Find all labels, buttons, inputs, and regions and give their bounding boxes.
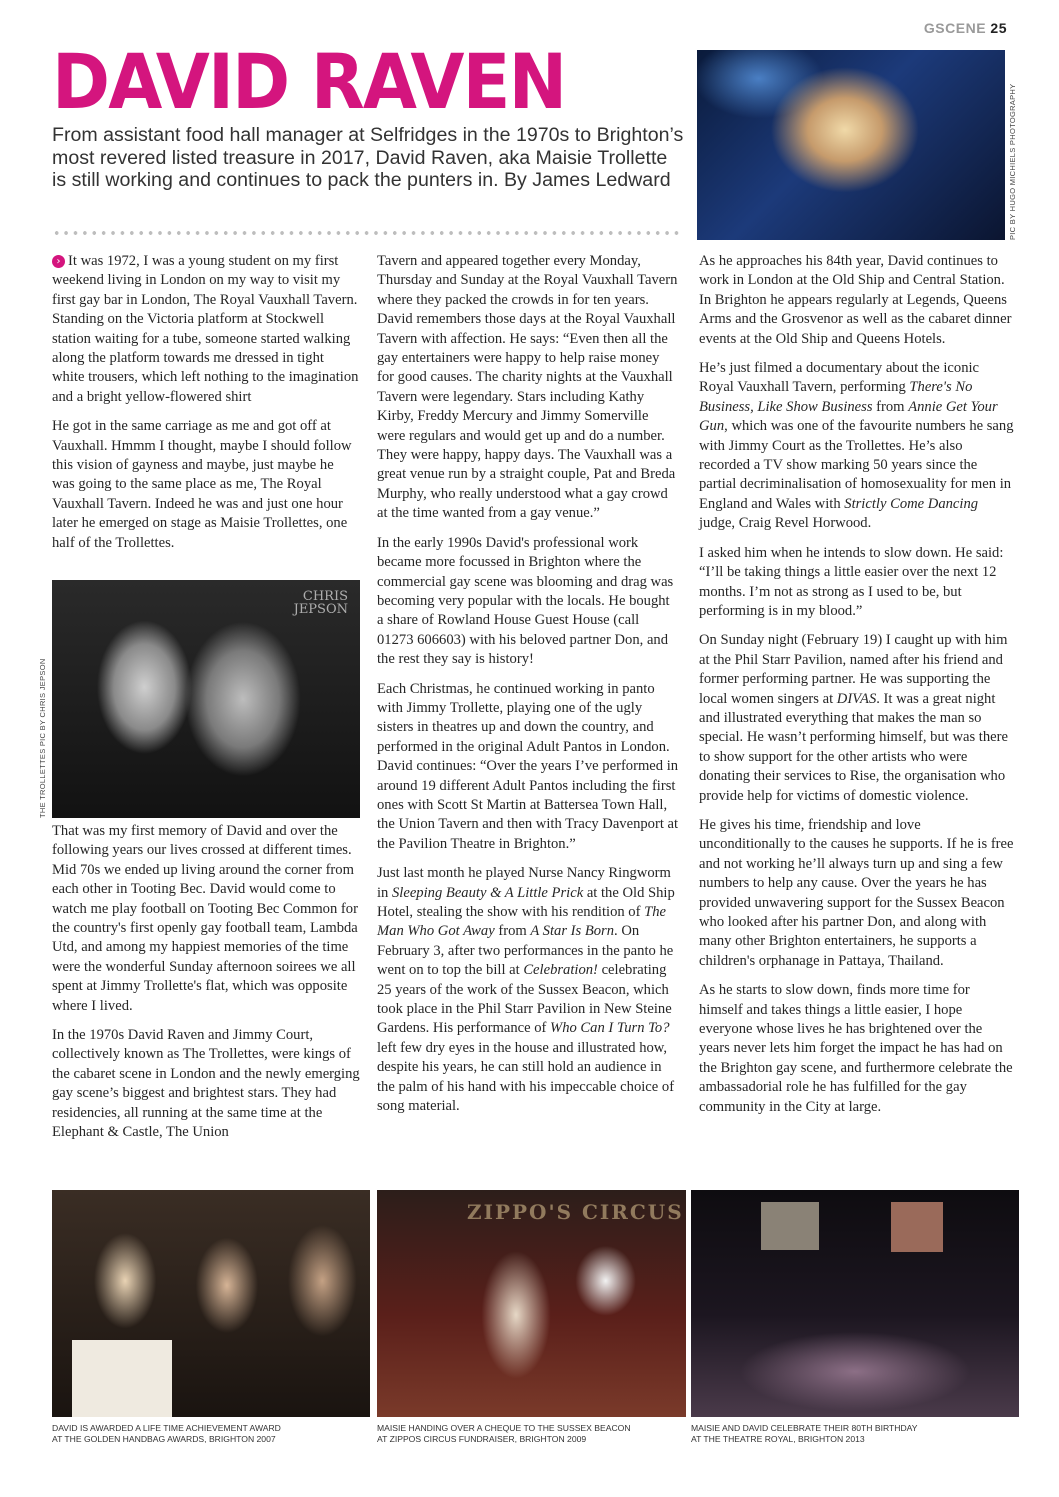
chevron-right-icon: › [52, 255, 65, 268]
paragraph-7: Each Christmas, he continued working in panto with Jimmy Trollette, playing one of the ugly sisters in theatres up and down the country, and performed in the original Adult Pantos in London. David continues: “Over the years I’ve performed in around 19 different Adult Pantos including the first ones with Scott St Martin at Battersea Town Hall, the Union Tavern and then with Tracy Davenport at the Pavilion Theatre in Brighton.” [377, 680, 679, 852]
column-3 [699, 252, 1015, 1127]
paragraph-10: He’s just filmed a documentary about the iconic Royal Vauxhall Tavern, performing There's No Business, Like Show Business from Annie Get Your Gun, which was one of the favourite numbers he sang with Jimmy Court as the Trollettes. He’s also recorded a TV show marking 50 years since the partial decriminalisation of homosexuality for men in England and Wales with Strictly Come Dancing judge, Craig Revel Horwood. [699, 360, 1014, 532]
caption-circus: MAISIE HANDING OVER A CHEQUE TO THE SUSSEX BEACON AT ZIPPOS CIRCUS FUNDRAISER, BRIGHTON 2009 [377, 1423, 631, 1444]
paragraph-9: As he approaches his 84th year, David continues to work in London at the Old Ship and Central Station. In Brighton he appears regularly at Legends, Queens Arms and the Grosvenor as well as the cabaret dinner events at the Old Ship and Queens Hotels. [699, 253, 1012, 347]
magazine-name: GSCENE [923, 20, 987, 36]
column-2 [377, 252, 679, 1126]
photo-award [52, 1190, 370, 1417]
paragraph-13: He gives his time, friendship and love unconditionally to the causes he supports. If he is free and not working he’ll always turn up and sing a few numbers to help any cause. Over the years he has provided unwavering support for the Sussex Beacon who looked after his partner Don, and along with many other Brighton entertainers, he supports a children's orphanage in Pattaya, Thailand. [699, 816, 1014, 969]
article-headline: DAVID RAVEN [52, 37, 566, 126]
paragraph-12: On Sunday night (February 19) I caught up with him at the Phil Starr Pavilion, named after his friend and former performing partner. He was supporting the local women singers at DIVAS. It was a great night and illustrated everything that makes the man so special. He wasn’t performing himself, but was there to show support for the other artists who were donating their services to Rise, the organisation who provide help for victims of domestic violence. [699, 632, 1008, 804]
standfirst: From assistant food hall manager at Selfridges in the 1970s to Brighton’s most revered listed treasure in 2017, David Raven, aka Maisie Trollette is still working and continues to pack the punters in. By James Ledward [52, 124, 684, 191]
paragraph-5: Tavern and appeared together every Monday, Thursday and Sunday at the Royal Vauxhall Tavern where they packed the crowds in for ten years. David remembers those days at the Royal Vauxhall Tavern with affection. He says: “Even then all the gay entertainers were happy to help raise money for good causes. The charity nights at the Vauxhall Tavern were legendary. Stars including Kathy Kirby, Freddy Mercury and Jimmy Somerville were regulars and would get up and do a number. They were happy, happy days. The Vauxhall was a great venue run by a straight couple, Pat and Breda Murphy, who really understood what a gay crowd at the time wanted from a gay venue.” [377, 253, 678, 522]
page-number: 25 [990, 20, 1007, 36]
photo-theatre [691, 1190, 1019, 1417]
paragraph-6: In the early 1990s David's professional work became more focussed in Brighton where the commercial gay scene was blooming and drag was becoming very popular with the locals. He bought a share of Rowland House Guest House (call 01273 606603) with his beloved partner Don, and the rest they say is history! [377, 534, 674, 668]
paragraph-3: That was my first memory of David and over the following years our lives crossed at different times. Mid 70s we ended up living around the corner from each other in Tooting Bec. David would come to watch me play football on Tooting Bec Common for the country's first openly gay football team, Lambda Utd, and among my happiest memories of the time were the wonderful Sunday afternoon soirees we all spent at Jimmy Trollette's flat, which was opposite where I lived. [52, 823, 358, 1014]
caption-award: DAVID IS AWARDED A LIFE TIME ACHIEVEMENT AWARD AT THE GOLDEN HANDBAG AWARDS, BRIGHTON 2007 [52, 1423, 281, 1444]
logo-line-2: JEPSON [293, 602, 348, 617]
circus-sign: ZIPPO'S CIRCUS [467, 1200, 684, 1224]
paragraph-4: In the 1970s David Raven and Jimmy Court, collectively known as The Trollettes, were kings of the cabaret scene in London and the newly emerging gay scene’s biggest and brightest stars. They had residencies, all running at the same time at the Elephant & Castle, The Union [52, 1027, 360, 1141]
paragraph-14: As he starts to slow down, finds more time for himself and takes things a little easier, I hope everyone whose lives he has brightened over the years never lets him forget the impact he has had on the Brighton gay scene, and furthermore celebrate the ambassadorial role he has fulfilled for the gay community in the City at large. [699, 982, 1013, 1115]
screen-left [761, 1202, 819, 1250]
paragraph-8: Just last month he played Nurse Nancy Ringworm in Sleeping Beauty & A Little Prick at the Old Ship Hotel, stealing the show with his rendition of The Man Who Got Away from A Star Is Born. On February 3, after two performances in the panto he went on to top the bill at Celebration! celebrating 25 years of the work of the Sussex Beacon, which took place in the Phil Starr Pavilion in New Steine Gardens. His performance of Who Can I Turn To? left few dry eyes in the house and illustrated how, despite his years, he can still hold an audience in the palm of his hand with his impeccable choice of song material. [377, 865, 675, 1115]
caption-theatre: MAISIE AND DAVID CELEBRATE THEIR 80TH BIRTHDAY AT THE THEATRE ROYAL, BRIGHTON 2013 [691, 1423, 918, 1444]
photo-circus [377, 1190, 686, 1417]
paragraph-1-text: It was 1972, I was a young student on my first weekend living in London on my way to visit my first gay bar in London, The Royal Vauxhall Tavern. Standing on the Victoria platform at Stockwell station waiting for a tube, someone started walking along the platform towards me dressed in tight white trousers, which left nothing to the imagination and a bright yellow-flowered shirt [52, 253, 359, 405]
photo-trollettes [52, 580, 360, 818]
photo-maisie-portrait [697, 50, 1005, 240]
photographer-logo [294, 590, 348, 616]
paragraph-11: I asked him when he intends to slow down. He said: “I’ll be taking things a little easier over the next 12 months. I’m not as strong as I used to be, but performing is in my blood.” [699, 544, 1004, 619]
photo-credit-trollettes: THE TROLLETTES PIC BY CHRIS JEPSON [38, 658, 47, 818]
column-1-bottom [52, 822, 360, 1153]
logo-line-1: CHRIS [302, 589, 348, 604]
column-1-top [52, 252, 360, 563]
paragraph-1 [52, 252, 360, 407]
certificate [72, 1340, 172, 1417]
paragraph-2: He got in the same carriage as me and got off at Vauxhall. Hmmm I thought, maybe I should follow this vision of gayness and maybe, just maybe he was going to the same place as me, The Royal Vauxhall Tavern. Indeed he was and just one hour later he emerged on stage as Maisie Trollettes, one half of the Trollettes. [52, 418, 352, 551]
page-header [924, 20, 1007, 36]
dotted-divider [52, 230, 682, 236]
photo-credit-top: PIC BY HUGO MICHIELS PHOTOGRAPHY [1008, 83, 1017, 240]
screen-right [891, 1202, 943, 1252]
